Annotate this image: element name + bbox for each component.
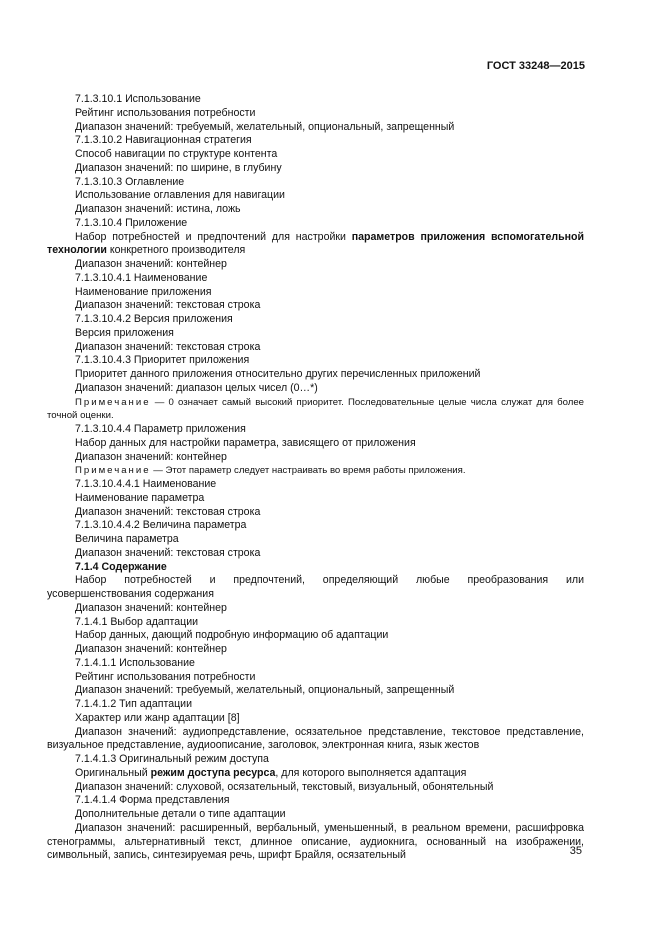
text-line: Диапазон значений: текстовая строка: [75, 340, 261, 353]
section-heading: 7.1.4 Содержание: [75, 560, 167, 573]
text-line: Величина параметра: [75, 533, 179, 545]
note: [47, 464, 584, 478]
text-line: Дополнительные детали о типе адаптации: [75, 808, 286, 820]
text-span: , для которого выполняется адаптация: [275, 766, 467, 779]
text-span: Оригинальный: [75, 766, 151, 779]
text-line: Диапазон значений: текстовая строка: [75, 505, 261, 518]
note-label: Примечание: [75, 396, 151, 408]
text-line: 7.1.3.10.4.2 Версия приложения: [75, 313, 233, 325]
note-text: — 0 означает самый высокий приоритет. Последовательные целые числа служат для более точной оценки.: [47, 396, 584, 422]
page-number: 35: [569, 845, 582, 857]
text-line: 7.1.3.10.4 Приложение: [75, 216, 188, 229]
text-line: Приоритет данного приложения относительно других перечисленных приложений: [75, 368, 481, 380]
text-line: Диапазон значений: текстовая строка: [75, 299, 261, 312]
note: [47, 396, 584, 424]
text-line: Диапазон значений: расширенный, вербальный, уменьшенный, в реальном времени, расшифровка стенограммы, альтернативный текст, длинное описание, аудиокнига, основанный на изображении, символьный, запись, синтезируемая речь, шрифт Брайля, осязательный: [47, 821, 584, 862]
text-line: Наименование приложения: [75, 285, 212, 298]
text-line: Диапазон значений: контейнер: [75, 258, 227, 270]
paragraph-original-access: [47, 767, 584, 781]
bold-term: режим доступа ресурса: [150, 766, 276, 779]
text-line: Диапазон значений: контейнер: [75, 601, 227, 614]
text-line: 7.1.4.1.2 Тип адаптации: [75, 698, 193, 710]
document-body: [47, 93, 584, 863]
text-line: 7.1.3.10.4.4.1 Наименование: [75, 478, 217, 490]
text-line: 7.1.4.1.3 Оригинальный режим доступа: [75, 753, 269, 765]
text-line: 7.1.4.1 Выбор адаптации: [75, 615, 199, 628]
text-line: Диапазон значений: требуемый, желательный, опциональный, запрещенный: [75, 684, 455, 697]
text-span: конкретного производителя: [106, 244, 246, 257]
text-line: Наименование параметра: [75, 491, 205, 504]
text-line: Диапазон значений: требуемый, желательный, опциональный, запрещенный: [75, 120, 455, 133]
text-line: 7.1.3.10.3 Оглавление: [75, 175, 185, 188]
text-line: 7.1.3.10.2 Навигационная стратегия: [75, 134, 252, 147]
text-line: Набор данных для настройки параметра, зависящего от приложения: [75, 436, 416, 449]
text-line: 7.1.3.10.1 Использование: [75, 93, 201, 105]
text-span: Набор потребностей и предпочтений для настройки: [75, 230, 352, 243]
text-line: Использование оглавления для навигации: [75, 189, 285, 202]
text-line: 7.1.3.10.4.4 Параметр приложения: [75, 423, 246, 435]
text-line: Версия приложения: [75, 326, 174, 339]
text-line: 7.1.3.10.4.1 Наименование: [75, 271, 208, 284]
document-header: ГОСТ 33248—2015: [486, 60, 585, 72]
text-line: Диапазон значений: истина, ложь: [75, 203, 241, 215]
text-line: Диапазон значений: слуховой, осязательный, текстовый, визуальный, обонятельный: [75, 780, 494, 793]
text-line: 7.1.3.10.4.4.2 Величина параметра: [75, 519, 247, 532]
text-line: Диапазон значений: контейнер: [75, 643, 227, 655]
text-line: 7.1.4.1.4 Форма представления: [75, 794, 230, 807]
bold-term: параметров приложения вспомогательной технологии: [47, 230, 585, 257]
text-line: Диапазон значений: по ширине, в глубину: [75, 161, 282, 174]
paragraph-app-params: [47, 231, 584, 259]
text-line: Рейтинг использования потребности: [75, 106, 256, 119]
text-line: Диапазон значений: текстовая строка: [75, 546, 261, 559]
text-line: Рейтинг использования потребности: [75, 670, 256, 683]
text-line: Набор потребностей и предпочтений, определяющий любые преобразования или усовершенствования содержания: [47, 574, 584, 600]
text-line: Характер или жанр адаптации [8]: [75, 711, 240, 724]
note-label: Примечание: [75, 465, 151, 477]
text-line: 7.1.3.10.4.3 Приоритет приложения: [75, 354, 250, 367]
note-text: — Этот параметр следует настраивать во время работы приложения.: [150, 465, 466, 477]
text-line: Диапазон значений: диапазон целых чисел (0…*): [75, 381, 318, 394]
text-line: 7.1.4.1.1 Использование: [75, 656, 195, 669]
text-line: Диапазон значений: аудиопредставление, осязательное представление, текстовое представление, визуальное представление, аудиоописание, заголовок, электронная книга, язык жестов: [47, 725, 584, 752]
text-line: Способ навигации по структуре контента: [75, 148, 278, 160]
text-line: Диапазон значений: контейнер: [75, 450, 227, 463]
text-line: Набор данных, дающий подробную информацию об адаптации: [75, 629, 389, 642]
